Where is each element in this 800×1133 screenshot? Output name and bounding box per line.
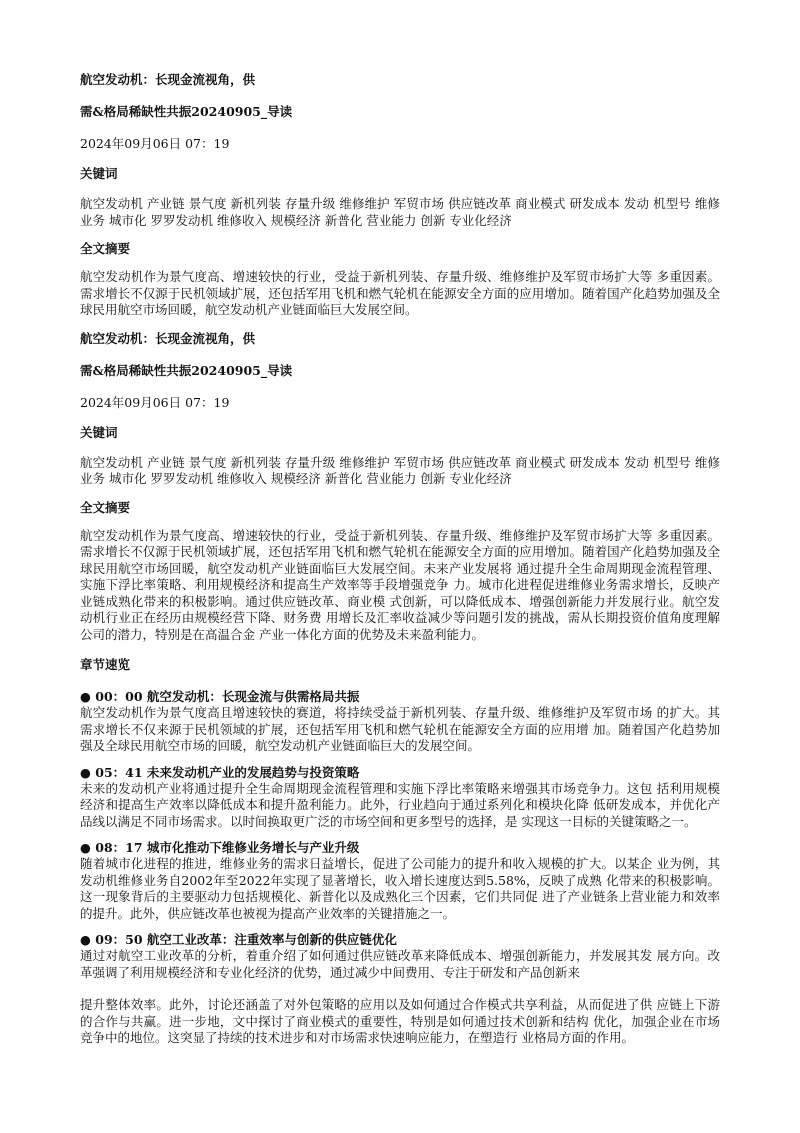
continuation-paragraph: 提升整体效率。此外，讨论还涵盖了对外包策略的应用以及如何通过合作模式共享利益，从而促进了供 应链上下游的合作与共赢。进一步地，文中探讨了商业模式的重要性，特别是如何通过技术创新和结构 优化，加强企业在市场竞争中的地位。这突显了持续的技术进步和对市场需求快速响应能力，在塑造行 业格局方面的作用。 xyxy=(80,997,720,1045)
doc-title-line-1-repeat: 航空发动机：长现金流视角，供 xyxy=(80,330,256,346)
chapter-body: 航空发动机作为景气度高且增速较快的赛道，将持续受益于新机列装、存量升级、维修维护及军贸市场 的扩大。其需求增长不仅来源于民机领域的扩展，还包括军用飞机和燃气轮机在能源安全方面的应用增 加。随着国产化趋势加强及全球民用航空市场的回暖，航空发动机产业链面临巨大的发展空间。 xyxy=(80,705,720,753)
chapter-heading: ● 05：41 未来发动机产业的发展趋势与投资策略 xyxy=(80,764,360,780)
summary-heading: 全文摘要 xyxy=(80,241,131,256)
keywords-heading-repeat: 关键词 xyxy=(80,424,118,440)
chapter-heading: ● 00：00 航空发动机：长现金流与供需格局共振 xyxy=(80,689,360,704)
keywords-text-repeat: 航空发动机 产业链 景气度 新机列装 存量升级 维修维护 军贸市场 供应链改革 商业模式 研发成本 发动 机型号 维修业务 城市化 罗罗发动机 维修收入 规模经济 新普化 营业能力 创新 专业化经济 xyxy=(80,454,720,486)
chapter-body: 未来的发动机产业将通过提升全生命周期现金流程管理和实施下浮比率策略来增强其市场竞争力。这包 括利用规模经济和提高生产效率以降低成本和提升盈利能力。此外，行业趋向于通过系列化和模块化降 低研发成本，并优化产品线以满足不同市场需求。以时间换取更广泛的市场空间和更多型号的选择，是 实现这一目标的关键策略之一。 xyxy=(80,780,720,829)
doc-title-line-1: 航空发动机：长现金流视角，供 xyxy=(80,72,256,87)
chapter-heading: ● 08：17 城市化推动下维修业务增长与产业升级 xyxy=(80,840,360,855)
chapter-heading: ● 09：50 航空工业改革：注重效率与创新的供应链优化 xyxy=(80,932,397,947)
chapter-body: 通过对航空工业改革的分析，着重介绍了如何通过供应链改革来降低成本、增强创新能力，并发展其发 展方向。改革强调了利用规模经济和专业化经济的优势，通过减少中间费用、专注于研发和产品创新来 xyxy=(80,948,720,980)
chapters-heading: 章节速览 xyxy=(80,657,131,672)
doc-title-line-2: 需&格局稀缺性共振20240905_导读 xyxy=(80,104,293,119)
summary-heading-repeat: 全文摘要 xyxy=(80,499,131,515)
doc-datetime: 2024年09月06日 07：19 xyxy=(80,136,230,151)
summary-text-full: 航空发动机作为景气度高、增速较快的行业，受益于新机列装、存量升级、维修维护及军贸市场扩大等 多重因素。需求增长不仅源于民机领域扩展，还包括军用飞机和燃气轮机在能源安全方面的应用增加。随着国产化趋势加强及全球民用航空市场回暖，航空发动机产业链面临巨大发展空间。未来产业发展将 通过提升全生命周期现金流程管理、实施下浮比率策略、利用规模经济和提高生产效率等手段增强竞争 力。城市化进程促进维修业务需求增长，反映产业链成熟化带来的积极影响。通过供应链改革、商业模 式创新，可以降低成本、增强创新能力并发展行业。航空发动机行业正在经历由规模经营下降、财务费 用增长及汇率收益减少等问题引发的挑战，需从长期投资价值角度理解公司的潜力，特别是在高温合金 产业一体化方面的优势及未来盈利能力。 xyxy=(80,527,720,642)
chapter-body: 随着城市化进程的推进，维修业务的需求日益增长，促进了公司能力的提升和收入规模的扩大。以某企 业为例，其发动机维修业务自2002年至2022年实现了显著增长，收入增长速度达到5.58%，反映了成熟 化带来的积极影响。这一现象背后的主要驱动力包括规模化、新普化以及成熟化三个因素，它们共同促 进了产业链条上营业能力和效率的提升。此外，供应链改革也被视为提高产业效率的关键措施之一。 xyxy=(80,856,720,921)
doc-datetime-repeat: 2024年09月06日 07：19 xyxy=(80,394,230,410)
keywords-text: 航空发动机 产业链 景气度 新机列装 存量升级 维修维护 军贸市场 供应链改革 商业模式 研发成本 发动 机型号 维修业务 城市化 罗罗发动机 维修收入 规模经济 新普化 营业能力 创新 专业化经济 xyxy=(80,196,720,228)
doc-title-line-2-repeat: 需&格局稀缺性共振20240905_导读 xyxy=(80,362,293,378)
summary-text: 航空发动机作为景气度高、增速较快的行业，受益于新机列装、存量升级、维修维护及军贸市场扩大等 多重因素。需求增长不仅源于民机领域扩展，还包括军用飞机和燃气轮机在能源安全方面的应用增加。随着国产化趋势加强及全球民用航空市场回暖，航空发动机产业链面临巨大发展空间。 xyxy=(80,269,720,317)
keywords-heading: 关键词 xyxy=(80,166,118,181)
